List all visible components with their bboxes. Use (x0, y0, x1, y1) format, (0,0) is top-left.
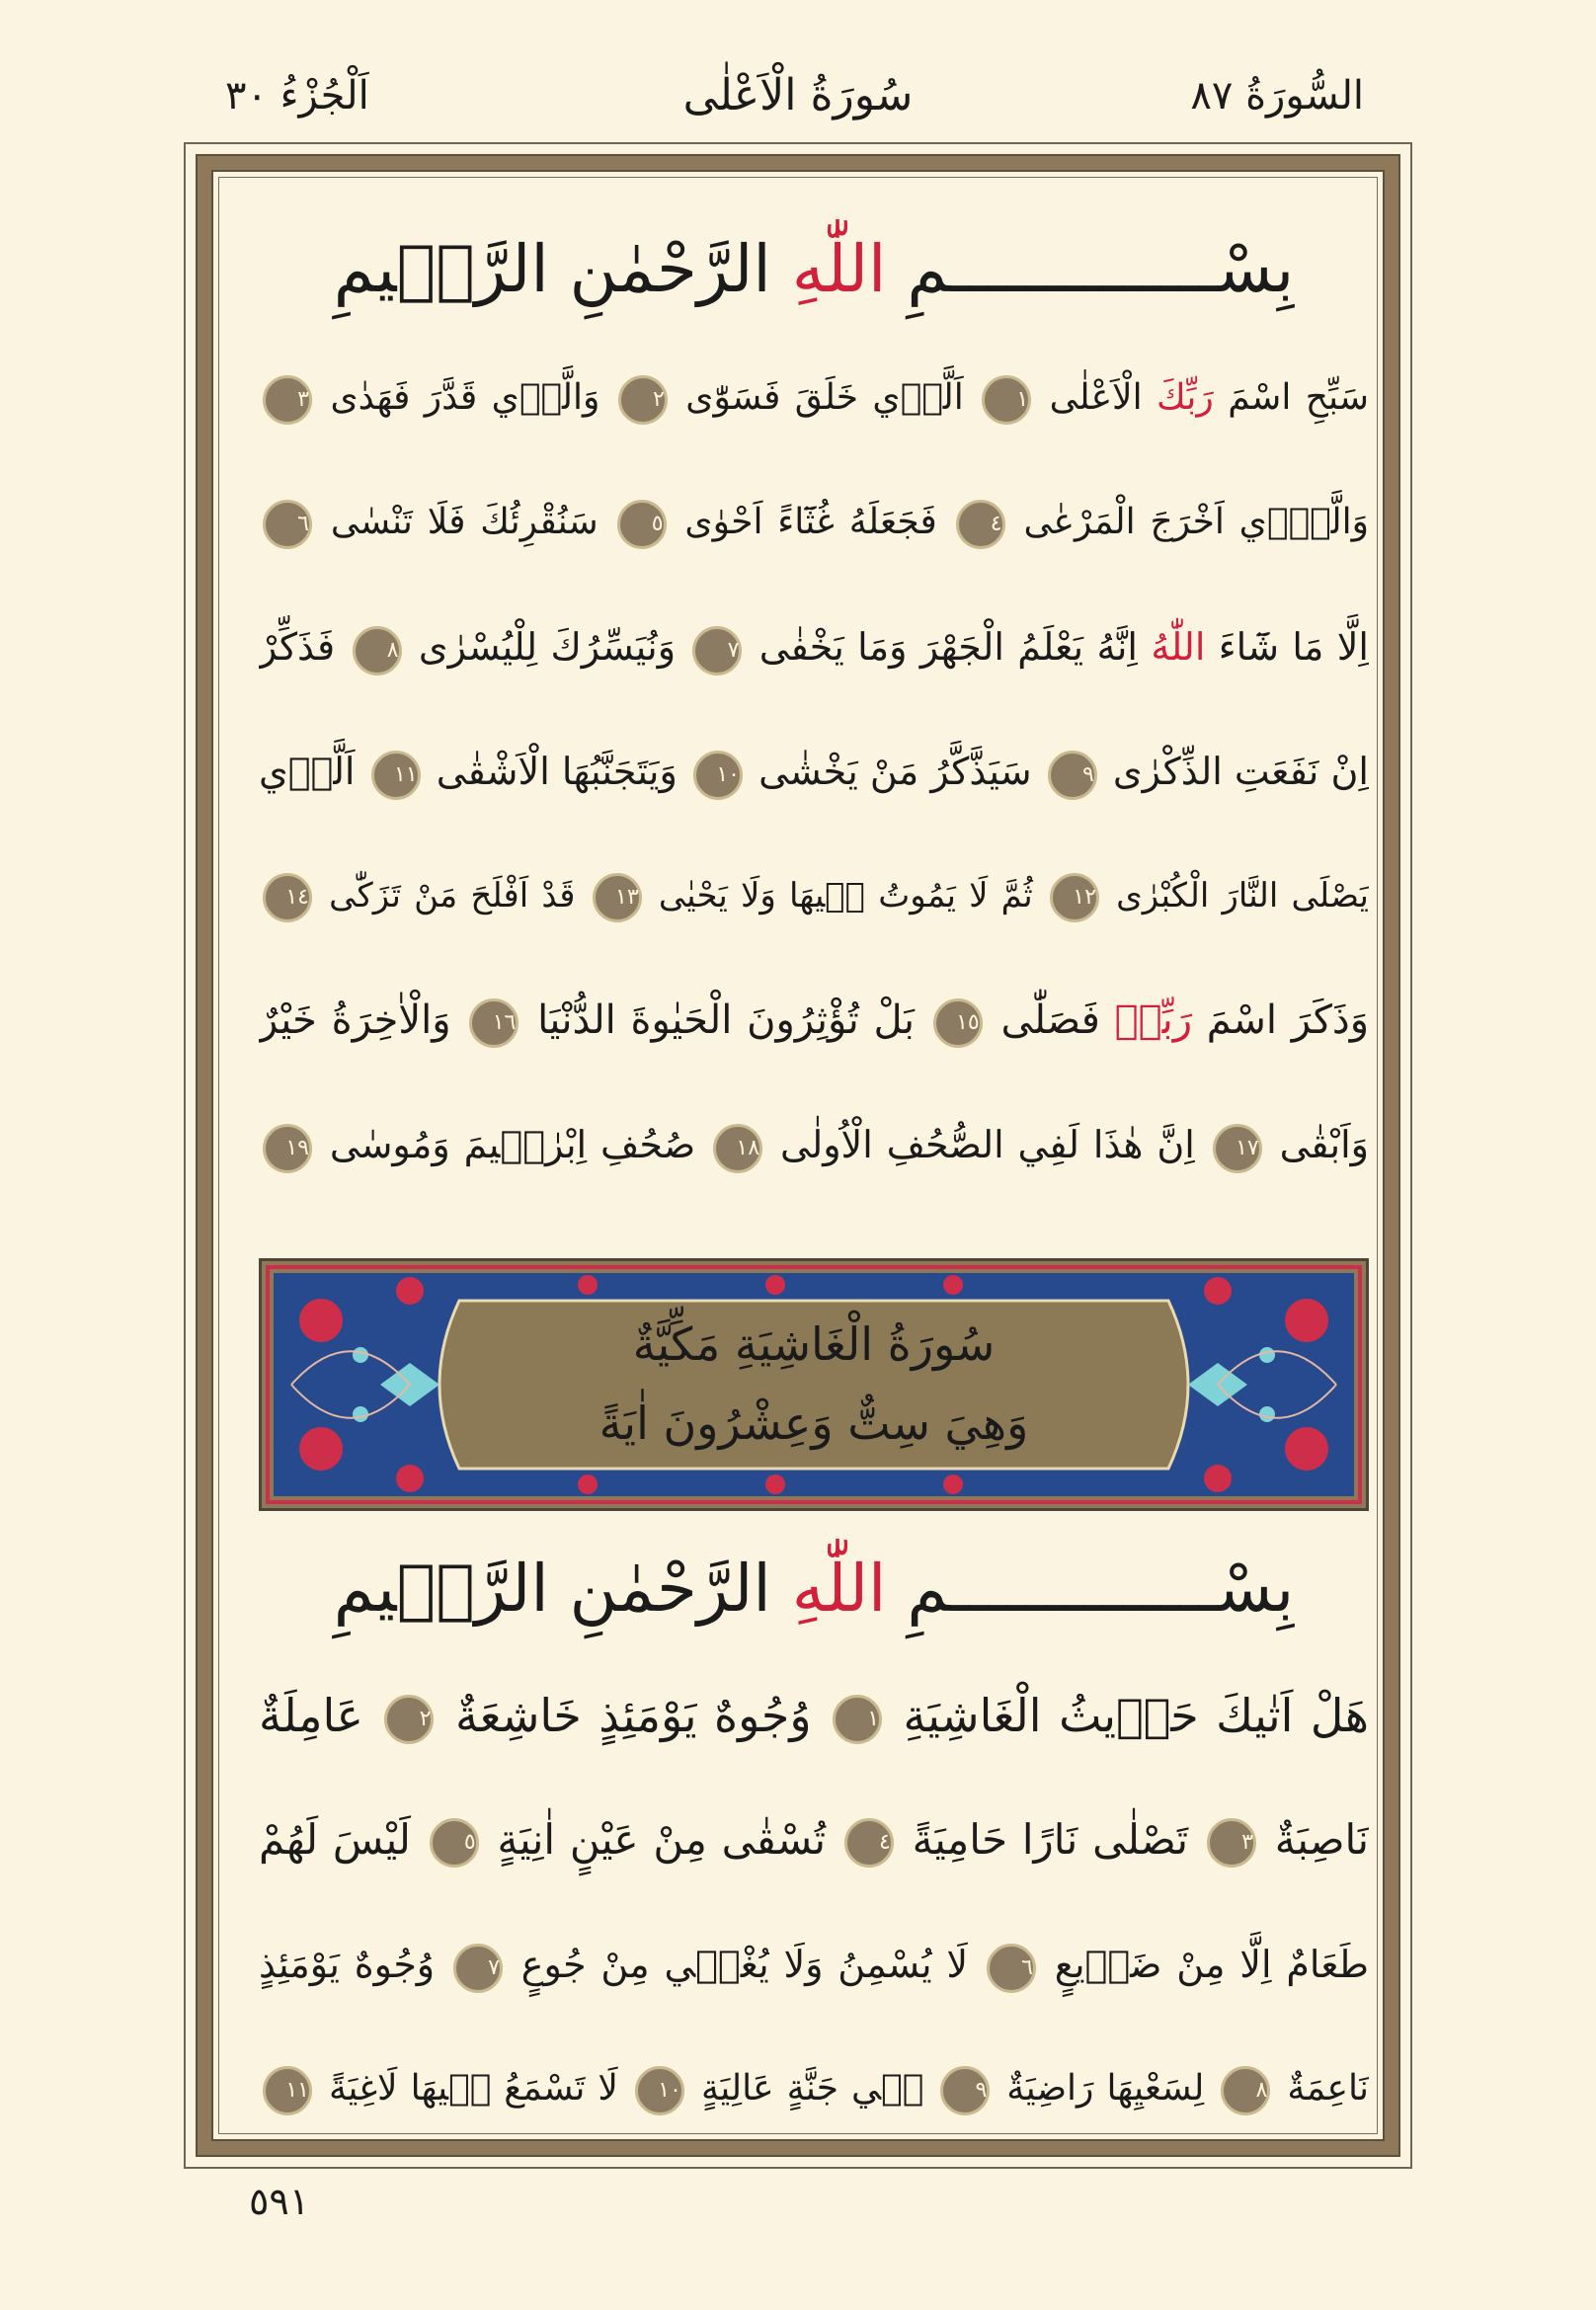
verse-text: يَصْلَى النَّارَ الْكُبْرٰى (1116, 876, 1369, 916)
ayah-number-marker: ١٠ (693, 751, 743, 800)
verse-text: سَبِّحِ اسْمَ (1228, 377, 1369, 418)
verse-text: ف۪ي جَنَّةٍ عَالِيَةٍ (700, 2068, 924, 2109)
verse-text: اِلَّا مَا شَٓاءَ (1218, 625, 1369, 669)
verse-text: فَجَعَلَهُ غُثَٓاءً اَحْوٰى (684, 502, 937, 542)
verse-line (259, 709, 1369, 834)
verse-text: سَيَذَّكَّرُ مَنْ يَخْشٰى (758, 750, 1032, 793)
text-area (211, 170, 1385, 2141)
verse-text-red: رَبِّه۪ (1114, 997, 1207, 1043)
ayah-number-marker: ٤ (956, 500, 1005, 549)
verse-text: وَنُيَسِّرُكَ لِلْيُسْرٰى (418, 625, 677, 669)
verse-line (259, 1082, 1369, 1207)
verse-line (259, 834, 1369, 958)
ayah-number-marker: ١٠ (635, 2066, 684, 2115)
verse-text: لِسَعْيِهَا رَاضِيَةٌ (1006, 2068, 1205, 2109)
basmala-al-ghashiya (259, 1525, 1369, 1653)
verse-text: قَدْ اَفْلَحَ مَنْ تَزَكّٰى (329, 876, 576, 916)
banner-subtitle: وَهِيَ سِتٌّ وَعِشْرُونَ اٰيَةً (598, 1396, 1029, 1450)
ayah-number-marker: ٨ (1221, 2066, 1270, 2115)
verse-text: وُجُوهٌ يَوْمَئِذٍ (259, 1943, 436, 1986)
verse-text: الْاَعْلٰى (1049, 377, 1157, 418)
verse-text: فَصَلّٰى (1000, 997, 1115, 1043)
verse-text: فَذَكِّرْ (259, 625, 336, 669)
banner-text (439, 1305, 1188, 1473)
ayah-number-marker: ٩ (940, 2066, 990, 2115)
ayah-number-marker: ٣ (263, 375, 312, 425)
verse-text: لَا يُسْمِنُ وَلَا يُغْن۪ي مِنْ جُوعٍ (520, 1943, 969, 1986)
verse-line (259, 1902, 1369, 2027)
verse-text: نَاعِمَةٌ (1287, 2068, 1369, 2109)
ayah-number-marker: ١٨ (713, 1124, 762, 1173)
ayah-number-marker: ١٣ (593, 873, 642, 922)
verse-text: طَعَامٌ اِلَّا مِنْ ضَر۪يعٍ (1054, 1943, 1369, 1986)
ayah-number-marker: ٤ (844, 1818, 894, 1868)
ayah-number-marker: ١١ (263, 2066, 312, 2115)
ayah-number-marker: ١٤ (263, 873, 312, 922)
ayah-number-marker: ٧ (453, 1944, 503, 1993)
ayah-number-marker: ١١ (371, 751, 421, 800)
verse-text: اِنَّهُ يَعْلَمُ الْجَهْرَ وَمَا يَخْفٰى (758, 625, 1152, 669)
verse-line (259, 336, 1369, 460)
verse-text: ثُمَّ لَا يَمُوتُ ف۪يهَا وَلَا يَحْيٰى (658, 876, 1033, 916)
banner-title: سُورَةُ الْغَاشِيَةِ مَكِّيَّةٌ (632, 1317, 996, 1371)
verse-text: بَلْ تُؤْثِرُونَ الْحَيٰوةَ الدُّنْيَا (537, 997, 915, 1043)
basmala-bism: بِسْــــــــــــــمِ (907, 1551, 1295, 1627)
surah-number: السُّورَةُ ٨٧ (1190, 73, 1364, 119)
verse-text: اَلَّذ۪ي (259, 750, 356, 793)
verse-text: لَا تَسْمَعُ ف۪يهَا لَاغِيَةً (329, 2068, 618, 2109)
verse-text: وَذَكَرَ اسْمَ (1206, 997, 1369, 1043)
ayah-number-marker: ٨ (353, 626, 402, 676)
verse-text: وَيَتَجَنَّبُهَا الْاَشْقٰى (436, 750, 678, 793)
ayah-number-marker: ١٦ (469, 998, 519, 1048)
basmala-bism: بِسْــــــــــــــمِ (907, 231, 1295, 307)
basmala-al-ala (259, 205, 1369, 334)
verse-text: وُجُوهٌ يَوْمَئِذٍ خَاشِعَةٌ (454, 1689, 812, 1742)
verse-line (259, 460, 1369, 585)
verse-text: وَالَّذ۪ٓي اَخْرَجَ الْمَرْعٰى (1023, 502, 1369, 542)
ayah-number-marker: ١٩ (263, 1124, 312, 1173)
surah-title-banner (259, 1258, 1369, 1511)
verse-text: تُسْقٰى مِنْ عَيْنٍ اٰنِيَةٍ (497, 1815, 827, 1864)
basmala-allah: اللّٰهِ (791, 1551, 887, 1627)
ayah-number-marker: ١ (833, 1695, 882, 1744)
verse-text: وَالَّذ۪ي قَدَّرَ فَهَدٰى (330, 377, 600, 418)
ayah-number-marker: ٦ (263, 500, 312, 549)
ayah-number-marker: ٢ (618, 375, 668, 425)
verse-text: صُحُفِ اِبْرٰه۪يمَ وَمُوسٰى (329, 1123, 696, 1166)
ayah-number-marker: ٢ (384, 1695, 434, 1744)
verse-text: تَصْلٰى نَارًا حَامِيَةً (912, 1815, 1189, 1864)
verse-text: وَالْاٰخِرَةُ خَيْرٌ (259, 997, 451, 1043)
verse-text: اَلَّذ۪ي خَلَقَ فَسَوّٰى (685, 377, 964, 418)
verse-text: لَيْسَ لَهُمْ (259, 1815, 411, 1864)
verse-text: اِنَّ هٰذَا لَفِي الصُّحُفِ الْاُولٰى (779, 1123, 1195, 1166)
verse-text: سَنُقْرِئُكَ فَلَا تَنْسٰى (330, 502, 598, 542)
verse-line (259, 1653, 1369, 1778)
page-frame (184, 142, 1412, 2169)
verse-text: عَامِلَةٌ (259, 1689, 363, 1742)
ayah-number-marker: ٥ (430, 1818, 479, 1868)
verse-line (259, 958, 1369, 1082)
ayah-number-marker: ٥ (617, 500, 667, 549)
verse-text: نَاصِبَةٌ (1274, 1815, 1369, 1864)
verse-line (259, 1778, 1369, 1902)
verse-line (259, 2027, 1369, 2151)
verse-line (259, 585, 1369, 709)
ayah-number-marker: ٩ (1048, 751, 1097, 800)
ayah-number-marker: ٣ (1207, 1818, 1256, 1868)
verse-text-red: رَبِّكَ (1157, 377, 1229, 418)
page-number: ٥٩١ (249, 2180, 310, 2223)
ayah-number-marker: ١ (982, 375, 1031, 425)
verse-text: اِنْ نَفَعَتِ الذِّكْرٰى (1112, 750, 1369, 793)
ayah-number-marker: ٧ (692, 626, 742, 676)
basmala-rest: الرَّحْمٰنِ الرَّح۪يمِ (333, 1551, 771, 1627)
verse-text: هَلْ اَتٰيكَ حَد۪يثُ الْغَاشِيَةِ (903, 1689, 1369, 1742)
surah-title: سُورَةُ الْاَعْلٰى (682, 70, 914, 120)
frame-border (196, 154, 1400, 2157)
basmala-allah: اللّٰهِ (791, 231, 887, 307)
ayah-number-marker: ١٧ (1213, 1124, 1262, 1173)
surah-al-ghashiya-verses (259, 1653, 1369, 2151)
ayah-number-marker: ١٢ (1050, 873, 1099, 922)
surah-al-ala-verses (259, 336, 1369, 1207)
page-header (0, 61, 1596, 130)
juz-label: اَلْجُزْءُ ٣٠ (225, 73, 369, 119)
verse-text: وَاَبْقٰى (1279, 1123, 1369, 1166)
basmala-rest: الرَّحْمٰنِ الرَّح۪يمِ (333, 231, 771, 307)
verse-text-red: اللّٰهُ (1151, 625, 1219, 669)
ayah-number-marker: ١٥ (933, 998, 983, 1048)
ayah-number-marker: ٦ (987, 1944, 1036, 1993)
